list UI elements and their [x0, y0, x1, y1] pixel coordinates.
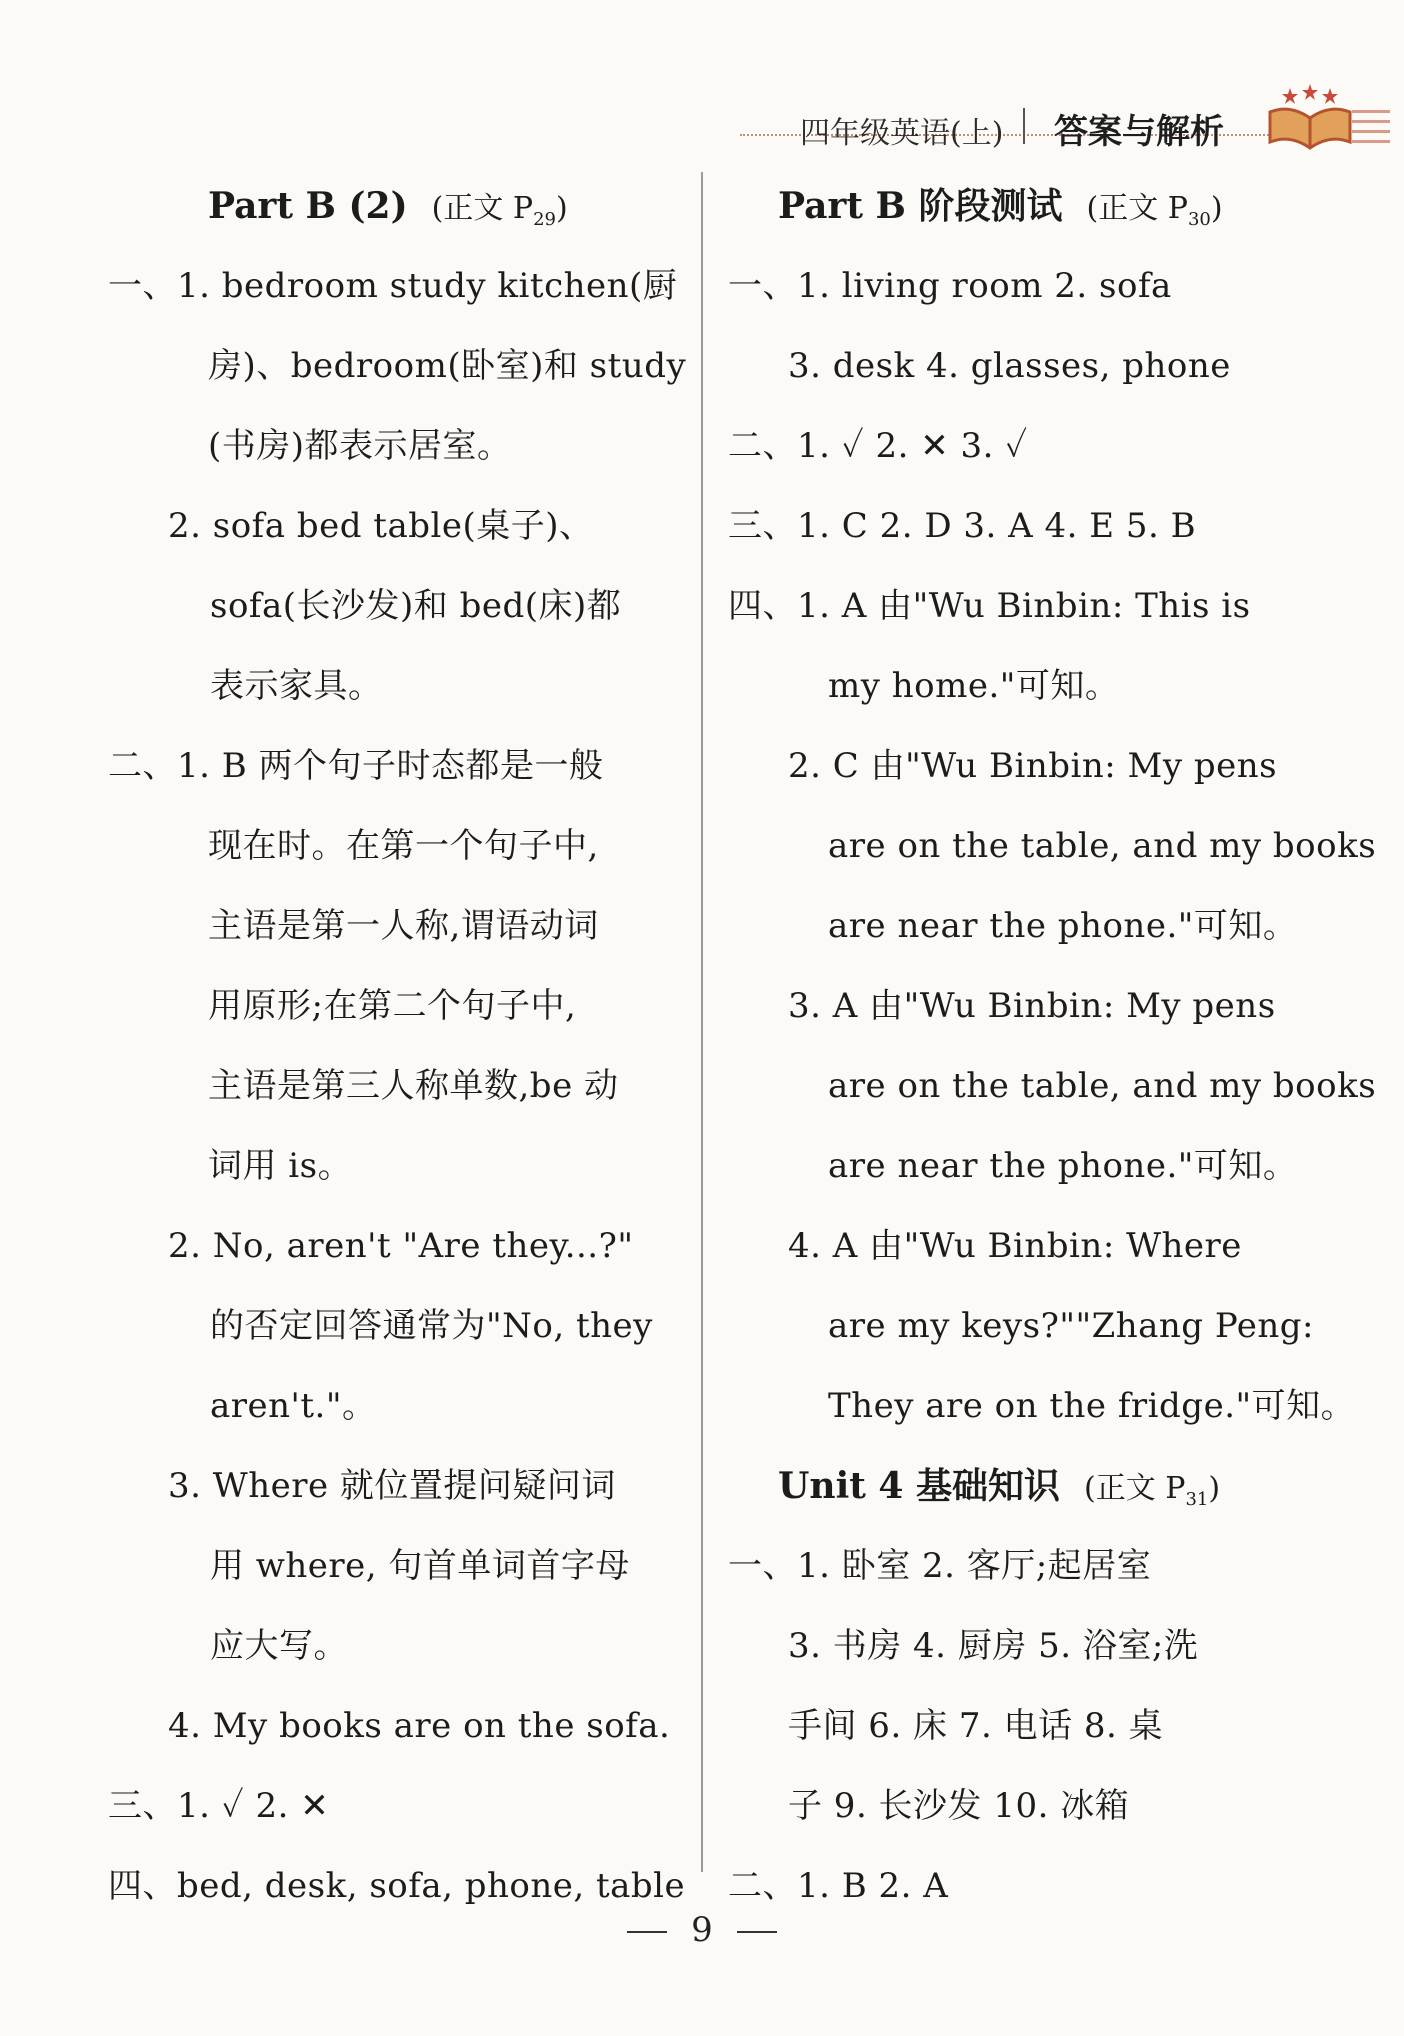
answer-line: 3. desk 4. glasses, phone: [788, 346, 1231, 386]
answer-line: 2. No, aren't "Are they...?": [168, 1226, 634, 1266]
answer-line: are near the phone."可知。: [828, 906, 1298, 946]
answer-line: 2. sofa bed table(桌子)、: [168, 506, 594, 546]
answer-line: 四、1. A 由"Wu Binbin: This is: [728, 586, 1251, 626]
answer-line: 3. 书房 4. 厨房 5. 浴室;洗: [788, 1626, 1199, 1666]
section-title-part-b-test: [728, 166, 1308, 246]
answer-line: (书房)都表示居室。: [208, 426, 512, 466]
section-title-text: Part B (2): [208, 185, 408, 227]
section-title-text: Part B 阶段测试: [778, 185, 1063, 227]
answer-line: 二、1. ✓ 2. ✕ 3. ✓: [728, 426, 1028, 466]
answer-line: 2. C 由"Wu Binbin: My pens: [788, 746, 1278, 786]
answer-line: 用原形;在第二个句子中,: [208, 986, 577, 1026]
page-footer: [0, 1910, 1404, 1950]
answer-line: 现在时。在第一个句子中,: [208, 826, 599, 866]
answer-line: 一、1. 卧室 2. 客厅;起居室: [728, 1546, 1152, 1586]
answer-line: 主语是第一人称,谓语动词: [208, 906, 599, 946]
answer-line: are my keys?""Zhang Peng:: [828, 1306, 1314, 1346]
answer-line: 手间 6. 床 7. 电话 8. 桌: [788, 1706, 1164, 1746]
left-column: [108, 166, 687, 1926]
answer-line: 主语是第三人称单数,be 动: [208, 1066, 619, 1106]
answer-line: 三、1. C 2. D 3. A 4. E 5. B: [728, 506, 1197, 546]
answer-line: 二、1. B 两个句子时态都是一般: [108, 746, 604, 786]
answer-line: are near the phone."可知。: [828, 1146, 1298, 1186]
answer-line: 4. A 由"Wu Binbin: Where: [788, 1226, 1242, 1266]
answer-line: 的否定回答通常为"No, they: [210, 1306, 653, 1346]
answer-line: 词用 is。: [208, 1146, 353, 1186]
answer-line: my home."可知。: [828, 666, 1120, 706]
section-ref: (正文 $P_{30}$): [1086, 191, 1223, 230]
header-title: 答案与解析: [1054, 112, 1224, 152]
page-number: 9: [691, 1910, 713, 1950]
header-grade: 四年级英语(上): [800, 116, 1004, 151]
answer-line: 4. My books are on the sofa.: [168, 1706, 671, 1746]
answer-line: 一、1. living room 2. sofa: [728, 266, 1172, 306]
column-divider: [701, 172, 703, 1872]
answer-line: They are on the fridge."可知。: [828, 1386, 1356, 1426]
footer-dash-left: [627, 1931, 667, 1933]
book-logo-icon: [1260, 82, 1360, 152]
answer-line: 四、bed, desk, sofa, phone, table: [108, 1866, 686, 1906]
answer-line: 用 where, 句首单词首字母: [210, 1546, 630, 1586]
section-title-unit-4: [728, 1446, 1308, 1526]
answer-line: 一、1. bedroom study kitchen(厨: [108, 266, 678, 306]
page-header: [740, 100, 1390, 160]
header-separator: [1023, 108, 1025, 144]
right-column: [728, 166, 1377, 1926]
section-title-text: Unit 4 基础知识: [778, 1465, 1060, 1507]
answer-line: 二、1. B 2. A: [728, 1866, 949, 1906]
section-title-part-b-2: [108, 166, 682, 246]
answer-line: are on the table, and my books: [828, 1066, 1377, 1106]
answer-line: 3. A 由"Wu Binbin: My pens: [788, 986, 1276, 1026]
answer-line: 表示家具。: [210, 666, 383, 706]
answer-line: 房)、bedroom(卧室)和 study: [208, 346, 687, 386]
answer-line: aren't."。: [210, 1386, 377, 1426]
answer-line: sofa(长沙发)和 bed(床)都: [210, 586, 622, 626]
footer-dash-right: [737, 1931, 777, 1933]
section-ref: (正文 $P_{29}$): [431, 191, 568, 230]
answer-line: 应大写。: [210, 1626, 348, 1666]
section-ref: (正文 $P_{31}$): [1084, 1471, 1221, 1510]
answer-line: 子 9. 长沙发 10. 冰箱: [788, 1786, 1130, 1826]
answer-line: 三、1. ✓ 2. ✕: [108, 1786, 330, 1826]
answer-line: 3. Where 就位置提问疑问词: [168, 1466, 616, 1506]
header-decor-lines: [1352, 110, 1390, 150]
answer-line: are on the table, and my books: [828, 826, 1377, 866]
